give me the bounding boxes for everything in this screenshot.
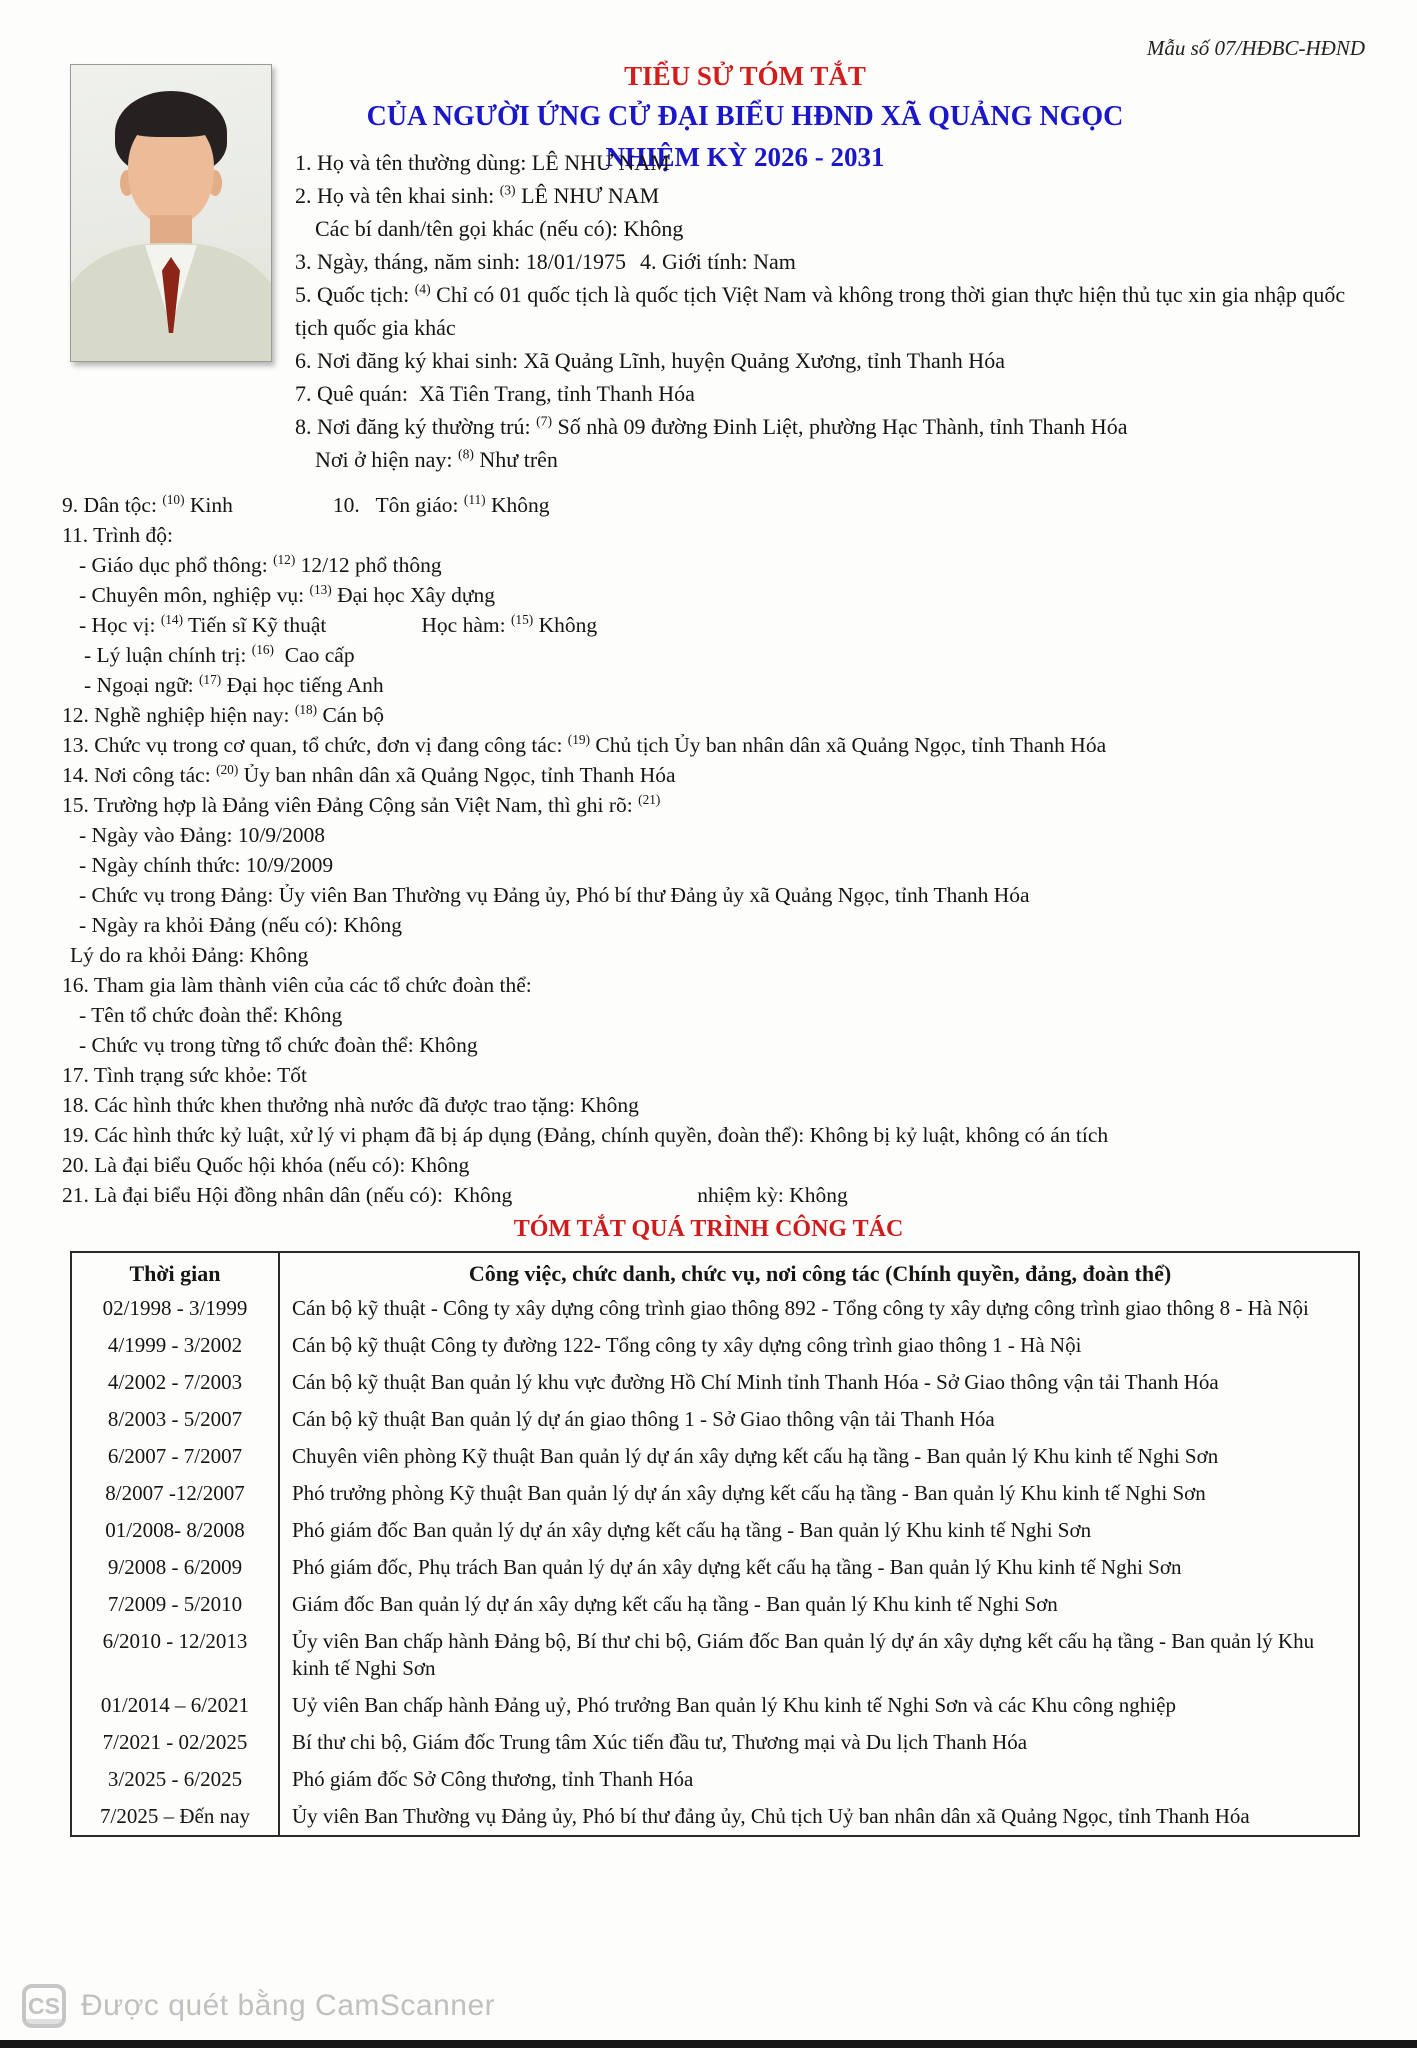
bio-line: 11. Trình độ:: [62, 523, 173, 547]
footnote-ref: (3): [499, 182, 516, 198]
bio-section-main: [62, 490, 1362, 1210]
table-row: [71, 1475, 1359, 1512]
table-header-row: [71, 1252, 1359, 1290]
bio-line: - Học vị: $^{(14)}$ Tiến sĩ Kỹ thuật Học hàm: $^{(15)}$ Không: [79, 611, 598, 637]
footnote-ref: (16): [251, 641, 274, 657]
bio-line: Nơi ở hiện nay: $^{(8)}$ Như trên: [315, 446, 558, 472]
bio-line: 9. Dân tộc: $^{(10)}$ Kinh 10. Tôn giáo: $^{(11)}$ Không: [62, 491, 550, 517]
bio-line: 12. Nghề nghiệp hiện nay: $^{(18)}$ Cán bộ: [62, 701, 384, 727]
time-cell: 4/1999 - 3/2002: [71, 1327, 279, 1364]
bio-line: - Chức vụ trong từng tổ chức đoàn thể: Không: [79, 1033, 478, 1057]
table-row: [71, 1364, 1359, 1401]
bio-line: Lý do ra khỏi Đảng: Không: [70, 943, 309, 967]
time-cell: 7/2025 – Đến nay: [71, 1798, 279, 1836]
title-line-1: TIỂU SỬ TÓM TẮT: [624, 61, 866, 91]
bio-section-beside-photo: [295, 146, 1363, 476]
form-code: Mẫu số 07/HĐBC-HĐND: [1146, 36, 1365, 60]
position-cell: Ủy viên Ban chấp hành Đảng bộ, Bí thư chi bộ, Giám đốc Ban quản lý dự án xây dựng kết cấu hạ tầng - Ban quản lý Khu kinh tế Nghi Sơn: [292, 1629, 1315, 1680]
time-cell: 7/2009 - 5/2010: [71, 1586, 279, 1623]
footnote-ref: (10): [162, 491, 185, 507]
footnote-ref: (4): [414, 281, 431, 297]
time-cell: 7/2021 - 02/2025: [71, 1724, 279, 1761]
bio-line: 13. Chức vụ trong cơ quan, tổ chức, đơn vị đang công tác: $^{(19)}$ Chủ tịch Ủy ban nhân dân xã Quảng Ngọc, tỉnh Thanh Hóa: [62, 731, 1107, 757]
time-cell: 8/2003 - 5/2007: [71, 1401, 279, 1438]
footnote-ref: (13): [309, 581, 332, 597]
position-cell: Cán bộ kỹ thuật Ban quản lý khu vực đường Hồ Chí Minh tỉnh Thanh Hóa - Sở Giao thông vận tải Thanh Hóa: [292, 1370, 1219, 1394]
time-cell: 02/1998 - 3/1999: [71, 1290, 279, 1327]
table-row: [71, 1327, 1359, 1364]
table-row: [71, 1586, 1359, 1623]
bio-line: 14. Nơi công tác: $^{(20)}$ Ủy ban nhân dân xã Quảng Ngọc, tỉnh Thanh Hóa: [62, 761, 676, 787]
camscanner-caption: Được quét bằng CamScanner: [81, 1989, 496, 2022]
footnote-ref: (19): [567, 731, 591, 747]
document-header: [0, 0, 1417, 490]
column-header-position: Công việc, chức danh, chức vụ, nơi công tác (Chính quyền, đảng, đoàn thể): [468, 1261, 1172, 1286]
bio-line: 8. Nơi đăng ký thường trú: $^{(7)}$ Số nhà 09 đường Đinh Liệt, phường Hạc Thành, tỉnh Thanh Hóa: [295, 413, 1128, 439]
table-row: [71, 1290, 1359, 1327]
table-row: [71, 1798, 1359, 1836]
bio-line: Các bí danh/tên gọi khác (nếu có): Không: [315, 216, 684, 241]
footnote-ref: (14): [160, 611, 184, 627]
bio-line: 2. Họ và tên khai sinh: $^{(3)}$ LÊ NHƯ NAM: [295, 182, 660, 208]
table-row: [71, 1512, 1359, 1549]
position-cell: Phó giám đốc, Phụ trách Ban quản lý dự án xây dựng kết cấu hạ tầng - Ban quản lý Khu kinh tế Nghi Sơn: [292, 1555, 1182, 1579]
photo-fringe: [124, 109, 218, 137]
bio-line: 20. Là đại biểu Quốc hội khóa (nếu có): Không: [62, 1153, 470, 1177]
footnote-ref: (12): [273, 551, 296, 567]
bio-line: 3. Ngày, tháng, năm sinh: 18/01/1975 4. Giới tính: Nam: [295, 249, 796, 274]
position-cell: Phó giám đốc Sở Công thương, tỉnh Thanh Hóa: [292, 1767, 694, 1791]
footnote-ref: (21): [638, 791, 661, 807]
bio-line: - Ngày ra khỏi Đảng (nếu có): Không: [79, 913, 403, 937]
position-cell: Giám đốc Ban quản lý dự án xây dựng kết cấu hạ tầng - Ban quản lý Khu kinh tế Nghi Sơn: [292, 1592, 1058, 1616]
bio-line: - Tên tổ chức đoàn thể: Không: [79, 1003, 343, 1027]
time-cell: 9/2008 - 6/2009: [71, 1549, 279, 1586]
table-row: [71, 1623, 1359, 1687]
column-header-time: Thời gian: [71, 1252, 279, 1290]
position-cell: Phó giám đốc Ban quản lý dự án xây dựng kết cấu hạ tầng - Ban quản lý Khu kinh tế Nghi Sơn: [292, 1518, 1092, 1542]
camscanner-logo-icon: CS: [22, 1984, 66, 2028]
column-gap: [326, 631, 421, 632]
table-row: [71, 1761, 1359, 1798]
position-cell: Cán bộ kỹ thuật - Công ty xây dựng công trình giao thông 892 - Tổng công ty xây dựng công trình giao thông 8 - Hà Nội: [292, 1296, 1309, 1320]
table-row: [71, 1724, 1359, 1761]
footnote-ref: (20): [216, 761, 239, 777]
footnote-ref: (15): [510, 611, 534, 627]
time-cell: 3/2025 - 6/2025: [71, 1761, 279, 1798]
bio-line: - Chức vụ trong Đảng: Ủy viên Ban Thường vụ Đảng ủy, Phó bí thư Đảng ủy xã Quảng Ngọc, tỉnh Thanh Hóa: [79, 883, 1030, 907]
bio-line: - Giáo dục phổ thông: $^{(12)}$ 12/12 phổ thông: [79, 551, 442, 577]
bio-line: 19. Các hình thức kỷ luật, xử lý vi phạm đã bị áp dụng (Đảng, chính quyền, đoàn thể): Không bị kỷ luật, không có án tích: [62, 1123, 1109, 1147]
footnote-ref: (11): [463, 491, 486, 507]
time-cell: 01/2014 – 6/2021: [71, 1687, 279, 1724]
bio-line: 1. Họ và tên thường dùng: LÊ NHƯ NAM: [295, 150, 670, 175]
bio-line: 6. Nơi đăng ký khai sinh: Xã Quảng Lĩnh, huyện Quảng Xương, tỉnh Thanh Hóa: [295, 348, 1005, 373]
table-row: [71, 1549, 1359, 1586]
bio-line: 18. Các hình thức khen thưởng nhà nước đã được trao tặng: Không: [62, 1093, 639, 1117]
bio-line: - Chuyên môn, nghiệp vụ: $^{(13)}$ Đại học Xây dựng: [79, 581, 496, 607]
bio-line: - Ngoại ngữ: $^{(17)}$ Đại học tiếng Anh: [84, 671, 384, 697]
bio-line: 5. Quốc tịch: $^{(4)}$ Chỉ có 01 quốc tịch là quốc tịch Việt Nam và không trong thời gian thực hiện thủ tục xin gia nhập quốc tịch quốc gia khác: [295, 281, 1351, 340]
time-cell: 4/2002 - 7/2003: [71, 1364, 279, 1401]
column-gap: [626, 268, 640, 269]
time-cell: 8/2007 -12/2007: [71, 1475, 279, 1512]
bio-line: 16. Tham gia làm thành viên của các tổ chức đoàn thể:: [62, 973, 532, 997]
bio-line: 15. Trường hợp là Đảng viên Đảng Cộng sản Việt Nam, thì ghi rõ: $^{(21)}$: [62, 791, 661, 817]
title-line-2: CỦA NGƯỜI ỨNG CỬ ĐẠI BIỂU HĐND XÃ QUẢNG NGỌC: [366, 101, 1124, 132]
footnote-ref: (8): [458, 446, 474, 462]
position-cell: Phó trưởng phòng Kỹ thuật Ban quản lý dự án xây dựng kết cấu hạ tầng - Ban quản lý Khu kinh tế Nghi Sơn: [292, 1481, 1206, 1505]
time-cell: 6/2007 - 7/2007: [71, 1438, 279, 1475]
table-row: [71, 1687, 1359, 1724]
career-section-heading: TÓM TẮT QUÁ TRÌNH CÔNG TÁC: [513, 1216, 904, 1242]
time-cell: 01/2008- 8/2008: [71, 1512, 279, 1549]
bio-line: 17. Tình trạng sức khỏe: Tốt: [62, 1063, 307, 1087]
camscanner-watermark: [22, 1984, 495, 2028]
career-history-table: [70, 1251, 1360, 1837]
bio-line: - Ngày chính thức: 10/9/2009: [79, 853, 334, 877]
footnote-ref: (7): [536, 413, 553, 429]
title-line-3: NHIỆM KỲ 2026 - 2031: [605, 142, 885, 172]
bio-line: 7. Quê quán: Xã Tiên Trang, tỉnh Thanh Hóa: [295, 381, 695, 406]
position-cell: Uỷ viên Ban chấp hành Đảng uỷ, Phó trưởng Ban quản lý Khu kinh tế Nghi Sơn và các Khu công nghiệp: [292, 1693, 1176, 1717]
bio-line: - Lý luận chính trị: $^{(16)}$ Cao cấp: [84, 641, 355, 667]
column-gap: [512, 1201, 697, 1202]
footnote-ref: (18): [294, 701, 318, 717]
position-cell: Bí thư chi bộ, Giám đốc Trung tâm Xúc tiến đầu tư, Thương mại và Du lịch Thanh Hóa: [292, 1730, 1028, 1754]
position-cell: Chuyên viên phòng Kỹ thuật Ban quản lý dự án xây dựng kết cấu hạ tầng - Ban quản lý Khu kinh tế Nghi Sơn: [292, 1444, 1219, 1468]
table-row: [71, 1401, 1359, 1438]
position-cell: Cán bộ kỹ thuật Ban quản lý dự án giao thông 1 - Sở Giao thông vận tải Thanh Hóa: [292, 1407, 995, 1431]
bio-line: - Ngày vào Đảng: 10/9/2008: [79, 823, 326, 847]
footnote-ref: (17): [198, 671, 222, 687]
scan-edge-bar: [0, 2040, 1417, 2048]
position-cell: Cán bộ kỹ thuật Công ty đường 122- Tổng công ty xây dựng công trình giao thông 1 - Hà Nội: [292, 1333, 1082, 1357]
column-gap: [233, 511, 333, 512]
table-row: [71, 1438, 1359, 1475]
candidate-photo: [70, 64, 272, 362]
bio-line: 21. Là đại biểu Hội đồng nhân dân (nếu có): Không nhiệm kỳ: Không: [62, 1183, 848, 1207]
position-cell: Ủy viên Ban Thường vụ Đảng ủy, Phó bí thư đảng ủy, Chủ tịch Uỷ ban nhân dân xã Quảng Ngọc, tỉnh Thanh Hóa: [292, 1804, 1250, 1828]
time-cell: 6/2010 - 12/2013: [71, 1623, 279, 1687]
